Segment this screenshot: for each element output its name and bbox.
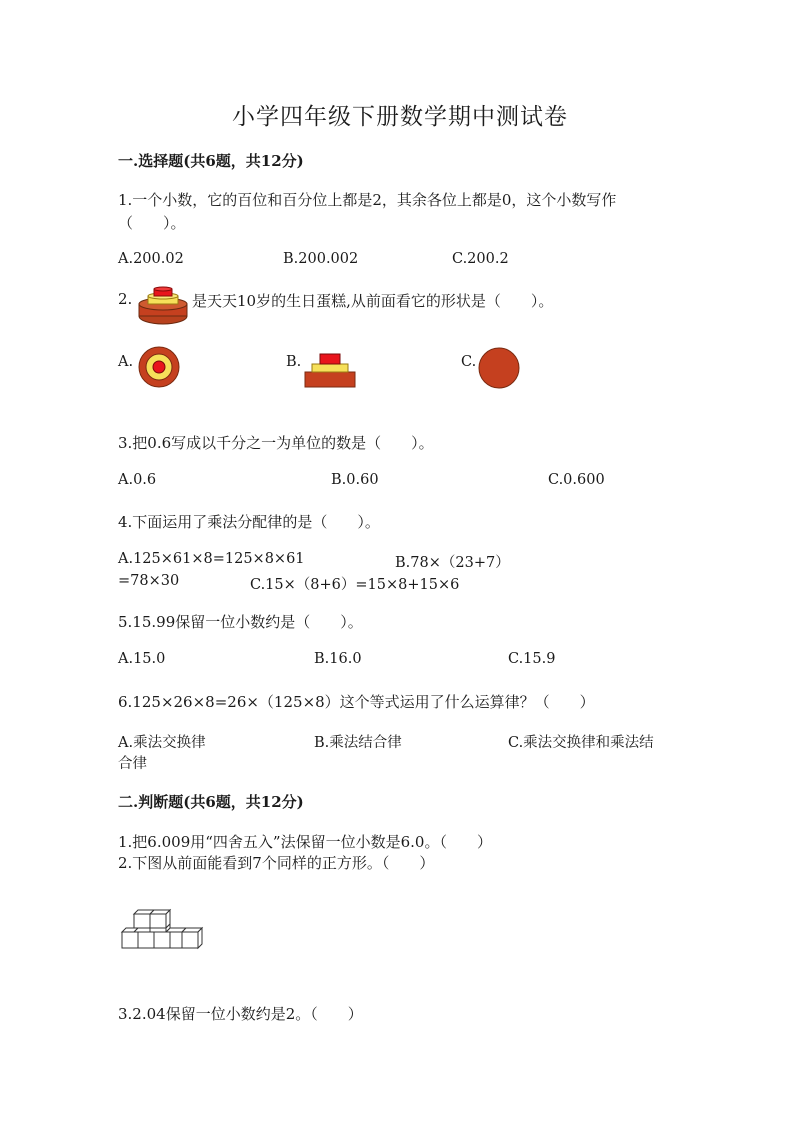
question-5-option-a[interactable]: A.15.0 xyxy=(118,651,166,667)
question-1-option-c[interactable]: C.200.2 xyxy=(452,251,509,267)
cake-front-view-image xyxy=(304,352,356,388)
birthday-cake-image xyxy=(137,284,191,326)
question-4-option-a[interactable]: A.125×61×8=125×8×61 xyxy=(118,551,305,567)
question-4-text: 4.下面运用了乘法分配律的是（ ）。 xyxy=(118,513,380,531)
question-1-text: 1.一个小数，它的百位和百分位上都是2，其余各位上都是0，这个小数写作 xyxy=(118,191,617,209)
question-6-option-a[interactable]: A.乘法交换律 xyxy=(118,735,206,751)
page-title: 小学四年级下册数学期中测试卷 xyxy=(232,104,568,130)
question-1-option-b[interactable]: B.200.002 xyxy=(283,251,359,267)
question-4-option-b[interactable]: B.78×（23+7） xyxy=(395,555,510,571)
question-1-text-cont: （ ）。 xyxy=(118,214,186,232)
cake-side-circle-image xyxy=(478,347,520,389)
question-3-option-c[interactable]: C.0.600 xyxy=(548,472,605,488)
section-heading-judgment: 二.判断题(共6题，共12分) xyxy=(118,793,304,811)
question-6-text: 6.125×26×8=26×（125×8）这个等式运用了什么运算律？（ ） xyxy=(118,693,595,711)
cube-stack-image xyxy=(122,910,202,958)
question-2-option-a[interactable]: A. xyxy=(118,354,134,370)
question-2-text: 是天天10岁的生日蛋糕,从前面看它的形状是（ ）。 xyxy=(192,292,554,310)
question-5-option-b[interactable]: B.16.0 xyxy=(314,651,362,667)
section-heading-choice: 一.选择题(共6题，共12分) xyxy=(118,152,304,170)
question-6-option-c[interactable]: C.乘法交换律和乘法结 xyxy=(508,735,654,751)
judgment-2-text: 2.下图从前面能看到7个同样的正方形。（ ） xyxy=(118,854,435,872)
question-3-option-a[interactable]: A.0.6 xyxy=(118,472,157,488)
cake-top-view-image xyxy=(138,346,180,388)
question-5-option-c[interactable]: C.15.9 xyxy=(508,651,556,667)
judgment-3-text: 3.2.04保留一位小数约是2。（ ） xyxy=(118,1005,363,1023)
question-5-text: 5.15.99保留一位小数约是（ ）。 xyxy=(118,613,363,631)
question-6-option-c-cont: 合律 xyxy=(118,756,147,772)
question-4-option-b-cont: =78×30 xyxy=(118,573,180,589)
question-6-option-b[interactable]: B.乘法结合律 xyxy=(314,735,402,751)
judgment-1-text: 1.把6.009用“四舍五入”法保留一位小数是6.0。（ ） xyxy=(118,833,492,851)
question-1-option-a[interactable]: A.200.02 xyxy=(118,251,184,267)
question-2-option-b[interactable]: B. xyxy=(286,354,302,370)
question-2-option-c[interactable]: C. xyxy=(461,354,477,370)
question-3-option-b[interactable]: B.0.60 xyxy=(331,472,379,488)
question-2-number: 2. xyxy=(118,290,133,308)
question-3-text: 3.把0.6写成以千分之一为单位的数是（ ）。 xyxy=(118,434,434,452)
question-4-option-c[interactable]: C.15×（8+6）=15×8+15×6 xyxy=(250,577,460,593)
